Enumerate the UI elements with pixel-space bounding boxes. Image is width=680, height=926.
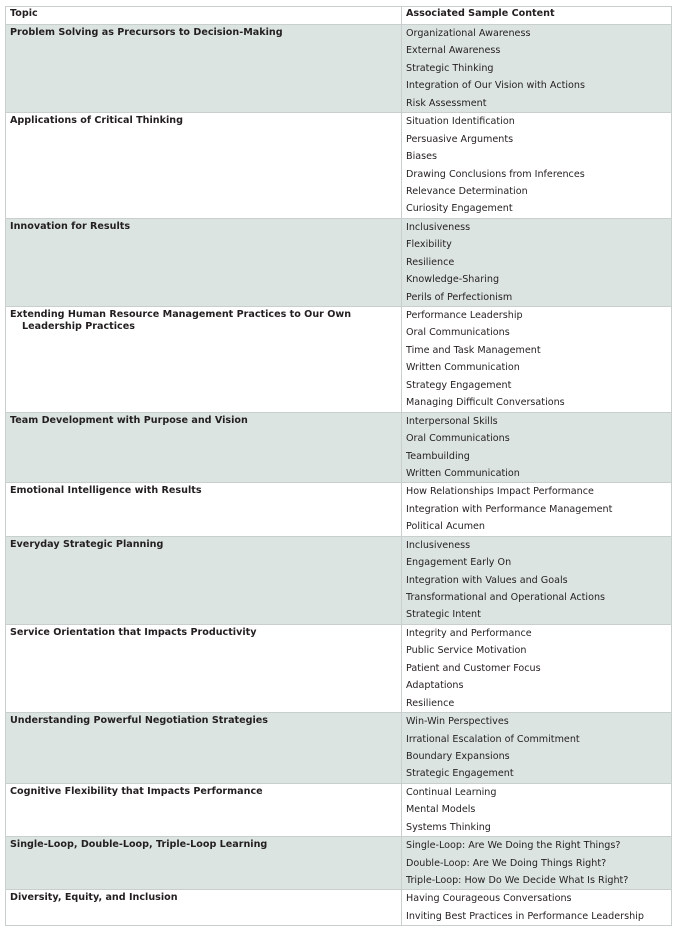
- content-item: Interpersonal Skills: [406, 415, 498, 427]
- content-cell: [402, 783, 672, 836]
- header-topic: Topic: [6, 7, 402, 25]
- table-body: [6, 25, 672, 926]
- table-row: [6, 307, 672, 413]
- content-item: Integrity and Performance: [406, 627, 532, 639]
- content-cell: [402, 483, 672, 536]
- content-item: Irrational Escalation of Commitment: [406, 733, 580, 745]
- content-item: Single-Loop: Are We Doing the Right Things?: [406, 840, 621, 852]
- content-item: Strategic Engagement: [406, 768, 514, 780]
- content-cell: [402, 25, 672, 113]
- topic-label: Problem Solving as Precursors to Decision-Making: [10, 27, 283, 38]
- topic-cell: [6, 307, 402, 413]
- content-item: Organizational Awareness: [406, 28, 531, 39]
- content-cell: [402, 412, 672, 483]
- content-item: Flexibility: [406, 239, 452, 251]
- table-row: [6, 536, 672, 624]
- content-item: Resilience: [406, 697, 455, 709]
- content-item: Integration with Values and Goals: [406, 574, 568, 586]
- topic-label: Innovation for Results: [10, 220, 131, 232]
- topic-label: Emotional Intelligence with Results: [10, 485, 202, 497]
- content-item: Written Communication: [406, 362, 520, 374]
- content-cell: [402, 624, 672, 712]
- content-item: Strategic Intent: [406, 609, 481, 621]
- topic-label: Everyday Strategic Planning: [10, 538, 164, 550]
- topic-cell: [6, 837, 402, 890]
- content-item: How Relationships Impact Performance: [406, 486, 594, 498]
- content-item: Biases: [406, 151, 438, 163]
- topic-cell: [6, 25, 402, 113]
- content-item: Resilience: [406, 256, 455, 268]
- content-item: Continual Learning: [406, 786, 497, 798]
- content-cell: [402, 307, 672, 413]
- content-item: Triple-Loop: How Do We Decide What Is Right?: [406, 875, 629, 886]
- content-item: Strategic Thinking: [406, 62, 494, 74]
- content-item: Teambuilding: [406, 450, 470, 462]
- table-row: [6, 624, 672, 712]
- content-item: Double-Loop: Are We Doing Things Right?: [406, 857, 607, 869]
- content-item: Inclusiveness: [406, 221, 471, 233]
- content-item: Oral Communications: [406, 433, 510, 445]
- content-item: Knowledge-Sharing: [406, 274, 500, 286]
- topic-label: Single-Loop, Double-Loop, Triple-Loop Learning: [10, 839, 268, 851]
- content-item: Systems Thinking: [406, 821, 491, 833]
- content-item: Integration with Performance Management: [406, 503, 613, 515]
- content-item: Relevance Determination: [406, 185, 528, 197]
- content-cell: [402, 713, 672, 784]
- content-item: Risk Assessment: [406, 97, 487, 109]
- table-row: [6, 218, 672, 306]
- table-row: [6, 25, 672, 113]
- content-item: Patient and Customer Focus: [406, 662, 541, 674]
- content-cell: [402, 890, 672, 926]
- table-row: [6, 483, 672, 536]
- content-item: Managing Difficult Conversations: [406, 397, 565, 409]
- topic-cell: [6, 536, 402, 624]
- content-item: Inviting Best Practices in Performance Leadership: [406, 910, 644, 922]
- table-row: [6, 713, 672, 784]
- table-row: [6, 837, 672, 890]
- content-item: Having Courageous Conversations: [406, 893, 572, 905]
- content-item: Integration of Our Vision with Actions: [406, 80, 585, 92]
- topic-label: Service Orientation that Impacts Productivity: [10, 626, 257, 638]
- content-item: Political Acumen: [406, 521, 486, 533]
- content-item: Adaptations: [406, 680, 464, 692]
- content-item: Oral Communications: [406, 327, 510, 339]
- topics-table: [5, 6, 672, 926]
- header-content: Associated Sample Content: [402, 7, 672, 25]
- topic-label: Cognitive Flexibility that Impacts Performance: [10, 785, 263, 797]
- content-item: Boundary Expansions: [406, 750, 510, 762]
- content-item: Situation Identification: [406, 116, 515, 128]
- topic-label: Team Development with Purpose and Vision: [10, 414, 248, 426]
- content-item: Strategy Engagement: [406, 379, 512, 391]
- topic-cell: [6, 890, 402, 926]
- content-cell: [402, 218, 672, 306]
- table-row: [6, 783, 672, 836]
- content-cell: [402, 536, 672, 624]
- content-item: Transformational and Operational Actions: [406, 592, 606, 603]
- content-item: Perils of Perfectionism: [406, 291, 513, 303]
- content-cell: [402, 113, 672, 219]
- content-item: Written Communication: [406, 467, 520, 479]
- content-item: Mental Models: [406, 804, 476, 816]
- topic-label: Extending Human Resource Management Practices to Our Own: [10, 309, 352, 320]
- topic-label-continued: Leadership Practices: [22, 321, 135, 332]
- topic-cell: [6, 412, 402, 483]
- topic-label: Applications of Critical Thinking: [10, 115, 183, 127]
- content-item: Performance Leadership: [406, 310, 523, 321]
- header-row: [6, 7, 672, 25]
- content-item: Inclusiveness: [406, 539, 471, 551]
- topic-cell: [6, 713, 402, 784]
- content-item: Time and Task Management: [406, 344, 541, 356]
- content-item: External Awareness: [406, 45, 501, 57]
- topic-cell: [6, 783, 402, 836]
- topic-label: Diversity, Equity, and Inclusion: [10, 892, 178, 904]
- topic-cell: [6, 218, 402, 306]
- content-item: Drawing Conclusions from Inferences: [406, 168, 585, 180]
- content-item: Curiosity Engagement: [406, 203, 513, 215]
- topic-cell: [6, 483, 402, 536]
- topic-label: Understanding Powerful Negotiation Strategies: [10, 715, 269, 727]
- table-row: [6, 113, 672, 219]
- topic-cell: [6, 113, 402, 219]
- content-item: Win-Win Perspectives: [406, 716, 509, 728]
- table-row: [6, 412, 672, 483]
- content-item: Persuasive Arguments: [406, 133, 514, 145]
- content-item: Public Service Motivation: [406, 645, 527, 657]
- topic-cell: [6, 624, 402, 712]
- table-row: [6, 890, 672, 926]
- content-item: Engagement Early On: [406, 557, 512, 569]
- content-cell: [402, 837, 672, 890]
